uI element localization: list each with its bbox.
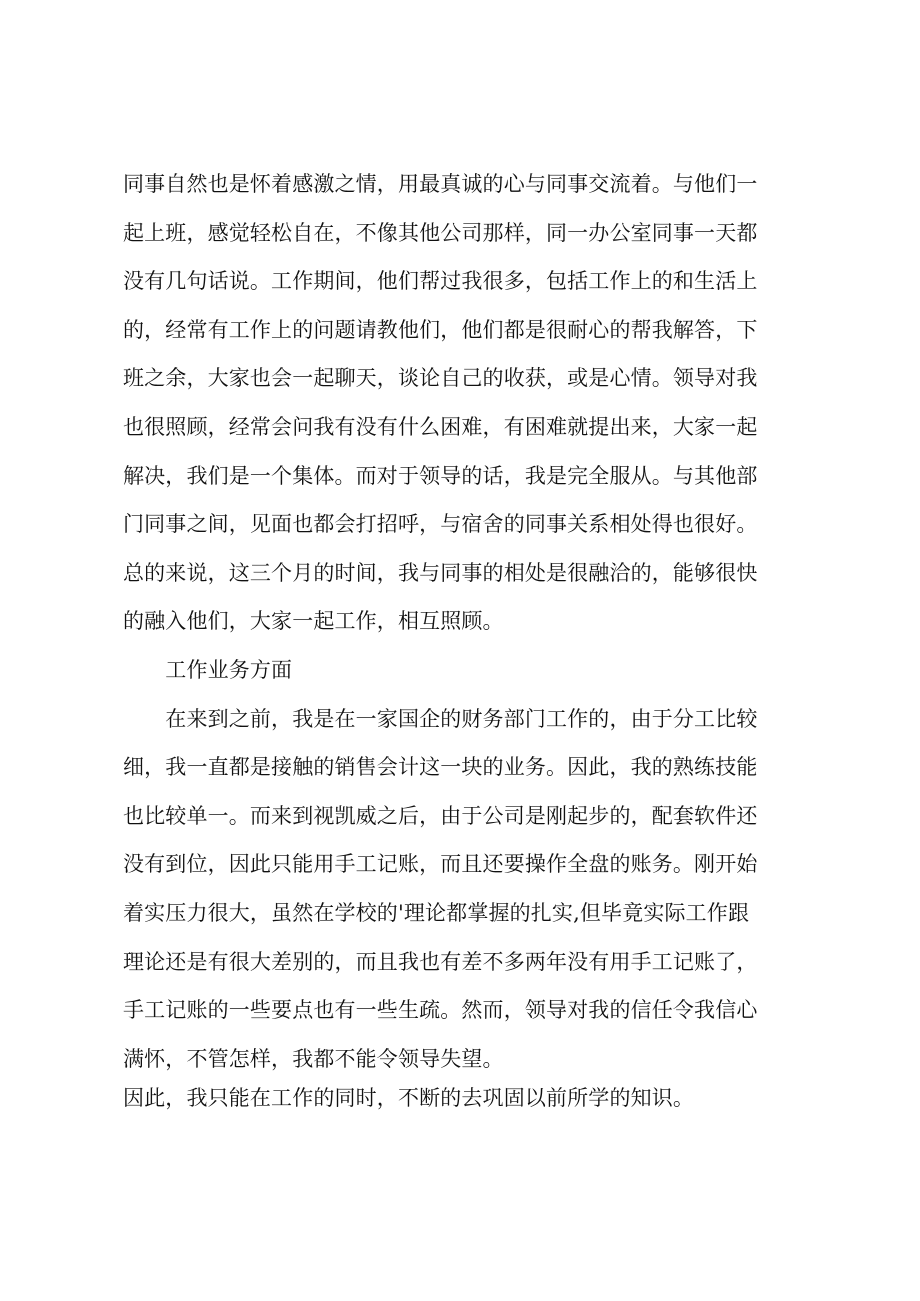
text-line: 满怀，不管怎样，我都不能令领导失望。 bbox=[123, 1046, 504, 1071]
text-line: 的，经常有工作上的问题请教他们，他们都是很耐心的帮我解答，下 bbox=[123, 317, 758, 342]
body-text bbox=[123, 160, 823, 1083]
text-line: 也很照顾，经常会问我有没有什么困难，有困难就提出来，大家一起 bbox=[123, 414, 758, 439]
text-line: 没有几句话说。工作期间，他们帮过我很多，包括工作上的和生活上 bbox=[123, 269, 758, 294]
text-line: 门同事之间，见面也都会打招呼，与宿舍的同事关系相处得也很好。 bbox=[123, 512, 758, 537]
section-heading: 工作业务方面 bbox=[123, 657, 293, 682]
text-line: 没有到位，因此只能用手工记账，而且还要操作全盘的账务。刚开始 bbox=[123, 852, 758, 877]
text-line: 解决，我们是一个集体。而对于领导的话，我是完全服从。与其他部 bbox=[123, 463, 758, 488]
text-line: 着实压力很大，虽然在学校的'理论都掌握的扎实,但毕竟实际工作跟 bbox=[123, 900, 750, 925]
text-line: 理论还是有很大差别的，而且我也有差不多两年没有用手工记账了， bbox=[123, 949, 758, 974]
text-line: 的融入他们，大家一起工作，相互照顾。 bbox=[123, 609, 504, 634]
text-line: 起上班，感觉轻松自在，不像其他公司那样，同一办公室同事一天都 bbox=[123, 220, 758, 245]
text-line: 也比较单一。而来到视凯威之后，由于公司是刚起步的，配套软件还 bbox=[123, 803, 758, 828]
text-line: 同事自然也是怀着感激之情，用最真诚的心与同事交流着。与他们一 bbox=[123, 172, 758, 196]
text-line: 细，我一直都是接触的销售会计这一块的业务。因此，我的熟练技能 bbox=[123, 755, 758, 780]
text-line: 总的来说，这三个月的时间，我与同事的相处是很融洽的，能够很快 bbox=[123, 560, 758, 585]
text-line: 在来到之前，我是在一家国企的财务部门工作的，由于分工比较 bbox=[123, 706, 758, 731]
text-line: 班之余，大家也会一起聊天，谈论自己的收获，或是心情。领导对我 bbox=[123, 366, 758, 391]
closing-line: 因此，我只能在工作的同时，不断的去巩固以前所学的知识。 bbox=[123, 1086, 695, 1110]
text-line: 手工记账的一些要点也有一些生疏。然而，领导对我的信任令我信心 bbox=[123, 998, 758, 1023]
